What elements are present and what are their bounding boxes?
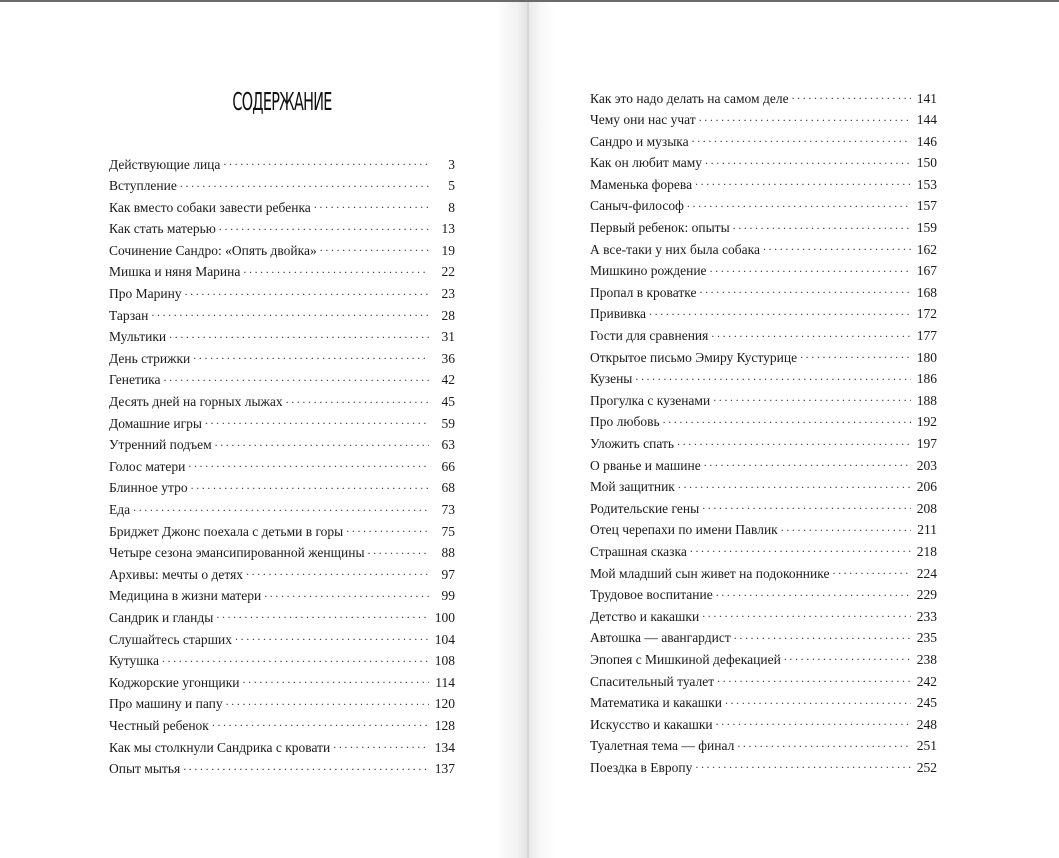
toc-dot-leader bbox=[663, 413, 911, 427]
toc-dot-leader bbox=[734, 629, 911, 643]
toc-entry-page-number: 188 bbox=[916, 392, 937, 408]
toc-entry-page-number: 137 bbox=[434, 761, 455, 777]
toc-entry-title: Честный ребенок bbox=[109, 717, 209, 733]
toc-entry[interactable] bbox=[109, 716, 455, 738]
toc-entry-title: Сандро и музыка bbox=[590, 133, 689, 149]
toc-entry[interactable] bbox=[109, 285, 455, 307]
toc-entry-page-number: 203 bbox=[916, 457, 937, 473]
toc-entry-title: Как мы столкнули Сандрика с кровати bbox=[109, 739, 331, 755]
toc-entry-title: Десять дней на горных лыжах bbox=[109, 394, 283, 410]
toc-entry-page-number: 211 bbox=[917, 522, 937, 538]
toc-entry-page-number: 206 bbox=[916, 479, 937, 495]
toc-entry[interactable] bbox=[590, 262, 937, 284]
toc-entry-title: Про любовь bbox=[590, 414, 660, 430]
toc-entry[interactable] bbox=[590, 715, 937, 737]
toc-entry-page-number: 141 bbox=[916, 90, 937, 106]
toc-entry-title: Сочинение Сандро: «Опять двойка» bbox=[109, 242, 317, 258]
toc-entry-title: Первый ребенок: опыты bbox=[590, 220, 730, 236]
toc-entry-page-number: 31 bbox=[441, 329, 455, 345]
toc-dot-leader bbox=[677, 435, 911, 449]
toc-entry-title: Отец черепахи по имени Павлик bbox=[590, 522, 778, 538]
toc-dot-leader bbox=[699, 283, 910, 297]
toc-entry-title: День стрижки bbox=[109, 350, 191, 366]
toc-entry-page-number: 75 bbox=[441, 523, 455, 539]
toc-entry-page-number: 235 bbox=[916, 630, 937, 646]
toc-dot-leader bbox=[188, 457, 429, 471]
toc-dot-leader bbox=[832, 564, 910, 578]
toc-entry-title: Мой младший сын живет на подоконнике bbox=[590, 565, 830, 581]
toc-entry-title: Математика и какашки bbox=[590, 695, 722, 711]
toc-entry[interactable] bbox=[590, 456, 937, 478]
toc-entry-page-number: 251 bbox=[916, 738, 937, 754]
toc-entry-page-number: 162 bbox=[916, 241, 937, 257]
toc-entry-page-number: 218 bbox=[916, 543, 937, 559]
toc-entry[interactable] bbox=[109, 760, 455, 782]
toc-entry-page-number: 100 bbox=[434, 609, 455, 625]
toc-entry-title: Еда bbox=[109, 502, 131, 517]
toc-entry-page-number: 248 bbox=[916, 716, 937, 732]
toc-dot-leader bbox=[191, 479, 429, 493]
toc-entry[interactable] bbox=[590, 435, 937, 457]
toc-entry-page-number: 252 bbox=[916, 759, 937, 775]
toc-entry-page-number: 157 bbox=[916, 198, 937, 214]
toc-entry-title: Мишка и няня Марина bbox=[109, 264, 241, 280]
toc-entry[interactable] bbox=[590, 89, 937, 111]
toc-entry-title: Открытое письмо Эмиру Кустурице bbox=[590, 349, 798, 365]
toc-dot-leader bbox=[243, 263, 429, 277]
toc-dot-leader bbox=[235, 630, 429, 644]
toc-entry-page-number: 63 bbox=[441, 437, 455, 453]
toc-entry[interactable] bbox=[109, 479, 455, 501]
toc-dot-leader bbox=[243, 673, 429, 687]
toc-entry[interactable] bbox=[590, 521, 937, 543]
toc-entry-title: О рванье и машине bbox=[590, 457, 701, 473]
toc-dot-leader bbox=[690, 542, 911, 556]
toc-dot-leader bbox=[205, 414, 429, 428]
toc-dot-leader bbox=[185, 285, 429, 299]
toc-entry-page-number: 108 bbox=[434, 653, 455, 669]
toc-entry[interactable] bbox=[590, 219, 937, 241]
toc-entry[interactable] bbox=[590, 650, 937, 672]
toc-entry[interactable] bbox=[109, 587, 455, 609]
toc-dot-leader bbox=[692, 132, 911, 146]
toc-entry-title: Вступление bbox=[109, 178, 177, 194]
toc-entry[interactable] bbox=[109, 220, 455, 242]
toc-heading: СОДЕРЖАНИЕ bbox=[232, 86, 332, 116]
toc-entry-title: Эпопея с Мишкиной дефекацией bbox=[590, 651, 781, 667]
toc-dot-leader bbox=[702, 499, 911, 513]
toc-dot-leader bbox=[169, 328, 429, 342]
toc-dot-leader bbox=[163, 371, 429, 385]
toc-entry[interactable] bbox=[590, 586, 937, 608]
toc-dot-leader bbox=[713, 391, 911, 405]
toc-entry-title: Чему они нас учат bbox=[590, 112, 696, 128]
toc-entry-title: Родительские гены bbox=[590, 500, 700, 516]
toc-entry-title: Как вместо собаки завести ребенка bbox=[109, 199, 311, 215]
toc-dot-leader bbox=[695, 758, 910, 772]
toc-dot-leader bbox=[151, 306, 429, 320]
toc-dot-leader bbox=[737, 737, 910, 751]
toc-entry-title: Коджорские угонщики bbox=[109, 674, 240, 690]
toc-entry[interactable] bbox=[590, 305, 937, 327]
toc-entry-title: Домашние игры bbox=[109, 415, 202, 431]
toc-entry[interactable] bbox=[109, 241, 455, 263]
toc-entry-title: Маменька форева bbox=[590, 176, 693, 192]
toc-dot-leader bbox=[368, 544, 429, 558]
toc-entry-title: Как стать матерью bbox=[109, 221, 216, 237]
toc-entry-title: Медицина в жизни матери bbox=[109, 588, 262, 604]
toc-entry[interactable] bbox=[109, 306, 455, 328]
toc-entry-page-number: 68 bbox=[441, 480, 455, 496]
toc-entry-page-number: 180 bbox=[916, 349, 937, 365]
toc-entry-title: Автошка — авангардист bbox=[590, 630, 731, 646]
toc-entry-page-number: 23 bbox=[441, 286, 455, 302]
toc-entry[interactable] bbox=[109, 608, 455, 630]
toc-entry-title: Бриджет Джонс поехала с детьми в горы bbox=[109, 523, 344, 539]
toc-entry-title: Про машину и папу bbox=[109, 696, 223, 712]
toc-entry-page-number: 42 bbox=[441, 372, 455, 388]
toc-entry[interactable] bbox=[109, 155, 455, 177]
toc-entry-page-number: 197 bbox=[916, 436, 937, 451]
toc-entry[interactable] bbox=[109, 738, 455, 760]
toc-entry-page-number: 8 bbox=[448, 199, 455, 215]
toc-dot-leader bbox=[699, 111, 911, 125]
toc-dot-leader bbox=[725, 694, 911, 708]
toc-entry-title: Блинное утро bbox=[109, 480, 188, 496]
toc-entry-page-number: 172 bbox=[916, 306, 937, 322]
toc-entry[interactable] bbox=[590, 348, 937, 370]
toc-dot-leader bbox=[219, 220, 429, 234]
toc-entry[interactable] bbox=[109, 198, 455, 220]
toc-entry-title: Архивы: мечты о детях bbox=[109, 566, 244, 582]
toc-entry-page-number: 13 bbox=[441, 221, 455, 237]
toc-entry-title: Прогулка с кузенами bbox=[590, 392, 711, 408]
toc-entry-page-number: 245 bbox=[916, 695, 937, 711]
toc-dot-leader bbox=[314, 198, 429, 212]
toc-entry[interactable] bbox=[590, 197, 937, 219]
toc-entry[interactable] bbox=[109, 652, 455, 674]
toc-entry-page-number: 19 bbox=[441, 242, 455, 258]
toc-entry-title: Саныч-философ bbox=[590, 198, 684, 214]
toc-dot-leader bbox=[333, 738, 429, 752]
toc-entry-page-number: 238 bbox=[916, 651, 937, 667]
toc-entry-page-number: 5 bbox=[448, 178, 455, 194]
toc-entry-title: Прививка bbox=[590, 306, 647, 322]
toc-entry[interactable] bbox=[109, 263, 455, 285]
toc-dot-leader bbox=[264, 587, 429, 601]
toc-dot-leader bbox=[763, 240, 911, 254]
toc-entry-page-number: 186 bbox=[916, 371, 937, 387]
toc-entry[interactable] bbox=[109, 177, 455, 199]
toc-dot-leader bbox=[704, 456, 911, 470]
toc-dot-leader bbox=[212, 716, 429, 730]
toc-entry[interactable] bbox=[109, 349, 455, 371]
toc-dot-leader bbox=[716, 715, 911, 729]
toc-entry-title: Трудовое воспитание bbox=[590, 587, 713, 603]
toc-entry[interactable] bbox=[109, 436, 455, 458]
toc-entry-page-number: 114 bbox=[435, 674, 455, 690]
toc-entry-title: Туалетная тема — финал bbox=[590, 738, 735, 754]
toc-entry-title: Гости для сравнения bbox=[590, 328, 709, 344]
toc-dot-leader bbox=[635, 370, 910, 384]
toc-entry-page-number: 59 bbox=[441, 415, 455, 431]
toc-dot-leader bbox=[346, 522, 429, 536]
toc-entry-page-number: 168 bbox=[916, 284, 937, 300]
toc-entry[interactable] bbox=[109, 414, 455, 436]
toc-dot-leader bbox=[800, 348, 911, 362]
toc-entry-title: Поездка в Европу bbox=[590, 759, 693, 775]
toc-entry[interactable] bbox=[590, 154, 937, 176]
toc-entry-title: Тарзан bbox=[109, 307, 149, 323]
toc-dot-leader bbox=[687, 197, 911, 211]
toc-entry-page-number: 36 bbox=[441, 350, 455, 366]
toc-entry-page-number: 97 bbox=[441, 566, 455, 582]
toc-dot-leader bbox=[705, 154, 911, 168]
toc-entry[interactable] bbox=[590, 175, 937, 197]
toc-entry[interactable] bbox=[590, 132, 937, 154]
toc-entry-title: Мишкино рождение bbox=[590, 263, 707, 279]
toc-entry[interactable] bbox=[590, 327, 937, 349]
toc-entry[interactable] bbox=[109, 630, 455, 652]
toc-entry-page-number: 233 bbox=[916, 608, 937, 624]
toc-entry-page-number: 3 bbox=[448, 156, 455, 172]
toc-entry-page-number: 229 bbox=[916, 587, 937, 603]
toc-dot-leader bbox=[216, 608, 428, 622]
toc-entry[interactable] bbox=[109, 544, 455, 566]
toc-entry[interactable] bbox=[590, 694, 937, 716]
toc-dot-leader bbox=[133, 501, 429, 515]
toc-dot-leader bbox=[226, 695, 429, 709]
toc-entry-title: Опыт мытья bbox=[109, 761, 181, 777]
toc-dot-leader bbox=[215, 436, 429, 450]
toc-entry-title: Слушайтесь старших bbox=[109, 631, 233, 647]
toc-entry[interactable] bbox=[109, 457, 455, 479]
toc-dot-leader bbox=[320, 241, 429, 255]
toc-entry-page-number: 150 bbox=[916, 155, 937, 171]
toc-entry[interactable] bbox=[109, 695, 455, 717]
toc-entry[interactable] bbox=[590, 370, 937, 392]
toc-dot-leader bbox=[717, 672, 911, 686]
toc-entry-title: Искусство и какашки bbox=[590, 716, 713, 732]
toc-entry[interactable] bbox=[109, 522, 455, 544]
toc-entry-page-number: 192 bbox=[916, 414, 937, 430]
toc-entry[interactable] bbox=[590, 413, 937, 435]
toc-entry-page-number: 146 bbox=[916, 133, 937, 149]
toc-entry[interactable] bbox=[590, 564, 937, 586]
toc-entry-page-number: 88 bbox=[441, 545, 455, 561]
toc-dot-leader bbox=[710, 262, 911, 276]
toc-dot-leader bbox=[162, 652, 429, 666]
toc-entry-page-number: 99 bbox=[441, 588, 455, 604]
toc-list-right bbox=[590, 89, 937, 780]
toc-entry-page-number: 153 bbox=[916, 176, 937, 192]
toc-dot-leader bbox=[702, 607, 911, 621]
toc-entry-title: Генетика bbox=[109, 372, 161, 388]
toc-entry-title: Кузены bbox=[590, 371, 633, 387]
toc-entry-title: Как он любит маму bbox=[590, 155, 703, 171]
toc-entry-page-number: 208 bbox=[916, 500, 937, 516]
toc-entry-title: Четыре сезона эмансипированной женщины bbox=[109, 545, 365, 561]
toc-entry[interactable] bbox=[590, 391, 937, 413]
toc-entry-page-number: 224 bbox=[916, 565, 937, 581]
toc-dot-leader bbox=[781, 521, 911, 535]
toc-entry[interactable] bbox=[590, 629, 937, 651]
toc-dot-leader bbox=[286, 393, 429, 407]
toc-dot-leader bbox=[649, 305, 911, 319]
toc-entry[interactable] bbox=[590, 240, 937, 262]
toc-entry-page-number: 104 bbox=[434, 631, 455, 647]
toc-entry-title: Про Марину bbox=[109, 286, 182, 302]
toc-dot-leader bbox=[695, 175, 911, 189]
toc-dot-leader bbox=[193, 349, 429, 363]
toc-entry-title: Детство и какашки bbox=[590, 608, 700, 624]
toc-entry-title: Голос матери bbox=[109, 458, 186, 474]
toc-entry[interactable] bbox=[590, 672, 937, 694]
toc-entry-page-number: 66 bbox=[441, 458, 455, 474]
toc-dot-leader bbox=[180, 177, 429, 191]
toc-entry-title: Как это надо делать на самом деле bbox=[590, 90, 789, 106]
toc-dot-leader bbox=[792, 89, 911, 103]
toc-entry-page-number: 242 bbox=[916, 673, 937, 689]
toc-dot-leader bbox=[183, 760, 429, 774]
toc-entry-title: Уложить спать bbox=[590, 436, 675, 451]
toc-entry-title: Утренний подъем bbox=[109, 437, 212, 453]
toc-entry[interactable] bbox=[590, 737, 937, 759]
toc-entry-title: А все-таки у них была собака bbox=[590, 241, 760, 257]
toc-entry-title: Мультики bbox=[109, 329, 167, 345]
toc-dot-leader bbox=[784, 650, 911, 664]
toc-dot-leader bbox=[678, 478, 911, 492]
toc-entry[interactable] bbox=[109, 328, 455, 350]
toc-entry[interactable] bbox=[590, 283, 937, 305]
toc-entry[interactable] bbox=[109, 371, 455, 393]
toc-entry-page-number: 45 bbox=[441, 394, 455, 410]
toc-entry-title: Сандрик и гланды bbox=[109, 609, 214, 625]
toc-dot-leader bbox=[246, 565, 429, 579]
toc-entry[interactable] bbox=[109, 501, 455, 523]
toc-entry[interactable] bbox=[590, 542, 937, 564]
toc-entry-title: Кутушка bbox=[109, 653, 159, 669]
toc-entry-title: Страшная сказка bbox=[590, 543, 687, 559]
toc-list-left bbox=[109, 155, 455, 781]
toc-entry-page-number: 22 bbox=[441, 264, 455, 280]
toc-entry-page-number: 177 bbox=[916, 328, 937, 344]
toc-entry-title: Спасительный туалет bbox=[590, 673, 715, 689]
book-gutter bbox=[527, 2, 529, 858]
toc-entry-title: Мой защитник bbox=[590, 479, 675, 495]
toc-entry-page-number: 28 bbox=[441, 307, 455, 323]
toc-dot-leader bbox=[716, 586, 911, 600]
toc-entry-title: Действующие лица bbox=[109, 156, 221, 172]
toc-entry-page-number: 167 bbox=[916, 263, 937, 279]
toc-entry[interactable] bbox=[109, 673, 455, 695]
toc-dot-leader bbox=[711, 327, 910, 341]
toc-entry[interactable] bbox=[590, 758, 937, 780]
toc-dot-leader bbox=[223, 155, 429, 169]
toc-entry-page-number: 128 bbox=[434, 717, 455, 733]
toc-entry[interactable] bbox=[590, 478, 937, 500]
toc-entry[interactable] bbox=[590, 607, 937, 629]
toc-entry-page-number: 134 bbox=[434, 739, 455, 755]
toc-entry-page-number: 159 bbox=[916, 220, 937, 236]
toc-entry[interactable] bbox=[109, 393, 455, 415]
toc-entry[interactable] bbox=[590, 499, 937, 521]
toc-dot-leader bbox=[733, 219, 911, 233]
toc-entry-page-number: 144 bbox=[916, 112, 937, 128]
toc-entry-page-number: 120 bbox=[434, 696, 455, 712]
toc-entry[interactable] bbox=[109, 565, 455, 587]
toc-entry-title: Пропал в кроватке bbox=[590, 284, 697, 300]
toc-entry-page-number: 73 bbox=[441, 502, 455, 517]
toc-entry[interactable] bbox=[590, 111, 937, 133]
